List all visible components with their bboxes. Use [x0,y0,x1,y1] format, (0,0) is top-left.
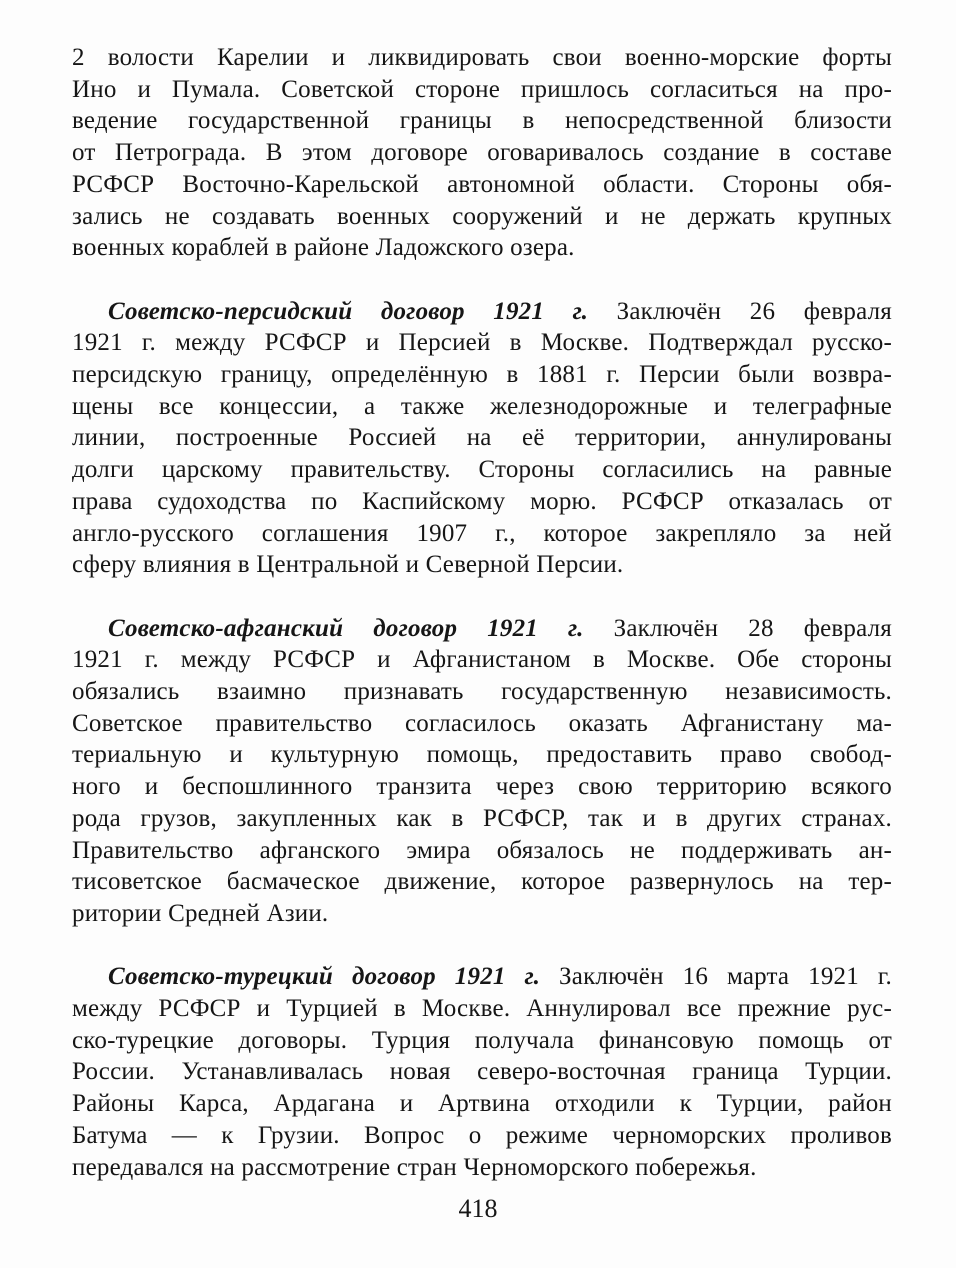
paragraph [72,613,892,930]
text-line: 1921 г. между РСФСР и Афганистаном в Москве. Обе стороны [72,646,892,674]
text-line: ритории Средней Азии. [72,899,329,927]
text-line: военных кораблей в районе Ладожского озера. [72,234,575,262]
text-line: от Петрограда. В этом договоре оговаривалось создание в составе [72,139,892,167]
paragraph [72,961,892,1183]
text-line: рода грузов, закупленных как в РСФСР, так и в других странах. [72,804,892,832]
text-line: тисоветское басмаческое движение, которое развернулось на тер- [72,868,892,896]
text-line: обязались взаимно признавать государственную независимость. [72,678,892,706]
page-number: 418 [458,1194,498,1224]
text-line: ведение государственной границы в непосредственной близости [72,107,892,135]
text-line: персидскую границу, определённую в 1881 г. Персии были возвра- [72,361,892,389]
treaty-title: Советско-персидский договор 1921 г. [108,297,589,325]
text-line: териальную и культурную помощь, предоставить право свобод- [72,741,892,769]
text-line: ско-турецкие договоры. Турция получала финансовую помощь от [72,1026,892,1054]
text-line: 2 волости Карелии и ликвидировать свои военно-морские форты [72,44,892,71]
text-line: Советско-персидский договор 1921 г. Заключён 26 февраля [108,297,892,325]
text-line: Батума — к Грузии. Вопрос о режиме черноморских проливов [72,1121,892,1149]
treaty-title: Советско-афганский договор 1921 г. [108,614,584,642]
text-line: 1921 г. между РСФСР и Персией в Москве. Подтверждал русско- [72,329,892,357]
text-line: Советско-афганский договор 1921 г. Заключён 28 февраля [108,614,892,642]
text-line: РСФСР Восточно-Карельской автономной области. Стороны обя- [72,170,892,198]
text-line: Советское правительство согласилось оказать Афганистану ма- [72,709,892,737]
text-line: между РСФСР и Турцией в Москве. Аннулировал все прежние рус- [72,995,892,1023]
text-line: зались не создавать военных сооружений и не держать крупных [72,202,892,230]
paragraph [72,42,892,264]
text-line: сферу влияния в Центральной и Северной Персии. [72,551,624,579]
paragraph [72,296,892,581]
text-line: англо-русского соглашения 1907 г., которое закрепляло за ней [72,519,892,547]
text-line: долги царскому правительству. Стороны согласились на равные [72,456,892,484]
treaty-title: Советско-турецкий договор 1921 г. [108,963,541,991]
text-line: Советско-турецкий договор 1921 г. Заключён 16 марта 1921 г. [108,963,892,991]
text-line: права судоходства по Каспийскому морю. РСФСР отказалась от [72,487,892,515]
text-line: Районы Карса, Ардагана и Артвина отходили к Турции, район [72,1090,892,1118]
text-line: Правительство афганского эмира обязалось не поддерживать ан- [72,836,892,864]
text-line: передавался на рассмотрение стран Черноморского побережья. [72,1153,757,1181]
text-line: линии, построенные Россией на её территории, аннулированы [72,424,892,452]
text-line: щены все концессии, а также железнодорожные и телеграфные [72,392,892,420]
text-line: Ино и Пумала. Советской стороне пришлось согласиться на про- [72,75,892,103]
text-line: ного и беспошлинного транзита через свою территорию всякого [72,773,892,801]
text-line: России. Устанавливалась новая северо-восточная граница Турции. [72,1058,892,1086]
